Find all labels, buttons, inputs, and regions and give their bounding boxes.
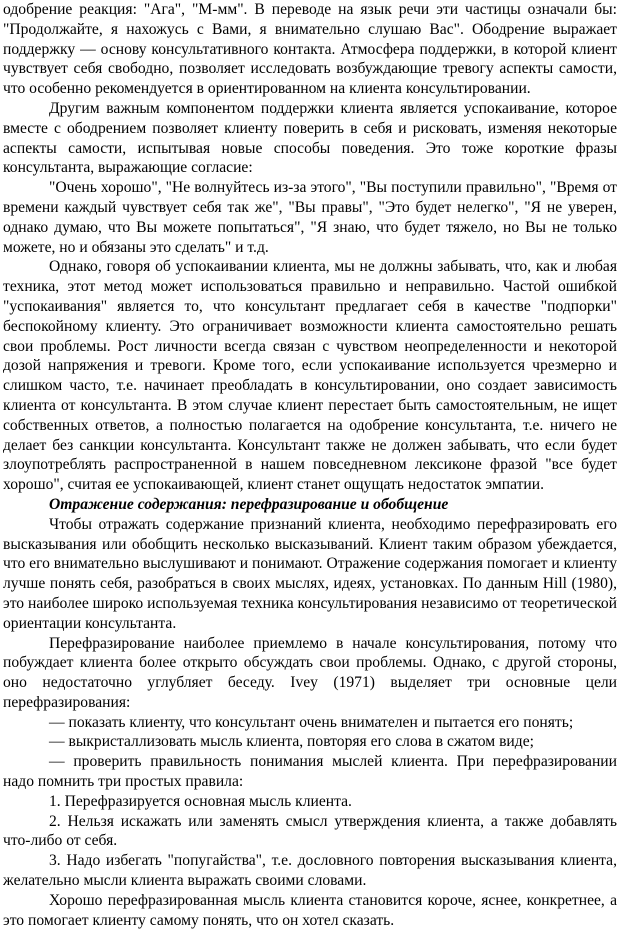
section-heading: Отражение содержания: перефразирование и обобщение: [49, 495, 449, 513]
paragraph: Однако, говоря об успокаивании клиента, мы не должны забывать, что, как и любая техника, этот метод может использоваться правильно и неправильно. Частой ошибкой "успокаивания" является то, что консультант предлагает себя в качестве "подпорки" беспокойному клиенту. Это ограничивает возможности клиента самостоятельно решать свои проблемы. Рост личности всегда связан с чувством неопределенности и некоторой дозой напряжения и тревоги. Кроме того, если успокаивание используется чрезмерно и слишком часто, т.е. начинает преобладать в консультировании, оно создает зависимость клиента от консультанта. В этом случае клиент перестает быть самостоятельным, не ищет собственных ответов, а полностью полагается на одобрение консультанта, т.е. ничего не делает без санкции консультанта. Консультант также не должен забывать, что если будет злоупотреблять распространенной в нашем повседневном лексиконе фразой "все будет хорошо", считая ее успокаивающей, клиент станет ощущать недостаток эмпатии.: [3, 258, 617, 494]
paragraph: "Очень хорошо", "Не волнуйтесь из-за этого", "Вы поступили правильно", "Время от времени каждый чувствует себя так же", "Вы правы", "Это будет нелегко", "Я не уверен, однако думаю, что Вы можете попытаться", "Я знаю, что будет тяжело, но Вы не только можете, но и обязаны это сделать" и т.д.: [3, 179, 617, 256]
numbered-item: 3. Надо избегать "попугайства", т.е. дословного повторения высказывания клиента, желательно мысли клиента выражать своими словами.: [3, 852, 617, 890]
paragraph: Перефразирование наиболее приемлемо в начале консультирования, потому что побуждает клиента более открыто обсуждать свои проблемы. Однако, с другой стороны, оно недостаточно углубляет беседу. Ivey (1971) выделяет три основные цели перефразирования:: [3, 634, 617, 711]
list-item: — показать клиенту, что консультант очень внимателен и пытается его понять;: [49, 713, 574, 731]
paragraph: одобрение реакция: "Ага", "М-мм". В переводе на язык речи эти частицы означали бы: "Продолжайте, я нахожусь с Вами, я внимательно слушаю Вас". Ободрение выражает поддержку — основу консультативного контакта. Атмосфера поддержки, в которой клиент чувствует себя свободно, позволяет исследовать возбуждающие тревогу аспекты самости, что особенно рекомендуется в ориентированном на клиента консультировании.: [3, 1, 617, 98]
numbered-item: 1. Перефразируется основная мысль клиента.: [49, 792, 352, 810]
paragraph: Другим важным компонентом поддержки клиента является успокаивание, которое вместе с ободрением позволяет клиенту поверить в себя и рисковать, изменяя некоторые аспекты самости, испытывая новые способы поведения. Это тоже короткие фразы консультанта, выражающие согласие:: [3, 99, 617, 177]
numbered-item: 2. Нельзя искажать или заменять смысл утверждения клиента, а также добавлять что-либо от себя.: [3, 812, 617, 850]
list-item: — проверить правильность понимания мыслей клиента. При перефразировании надо помнить три простых правила:: [3, 753, 617, 791]
paragraph: Хорошо перефразированная мысль клиента становится короче, яснее, конкретнее, а это помогает клиенту самому понять, что он хотел сказать.: [3, 891, 617, 929]
list-item: — выкристаллизовать мысль клиента, повторяя его слова в сжатом виде;: [49, 733, 534, 751]
document-page: [3, 0, 617, 930]
paragraph: Чтобы отражать содержание признаний клиента, необходимо перефразировать его высказывания или обобщить несколько высказываний. Клиент таким образом убеждается, что его внимательно выслушивают и понимают. Отражение содержания помогает и клиенту лучше понять себя, разобраться в своих мыслях, идеях, установках. По данным Hill (1980), это наиболее широко используемая техника консультирования независимо от теоретической ориентации консультанта.: [3, 515, 617, 632]
